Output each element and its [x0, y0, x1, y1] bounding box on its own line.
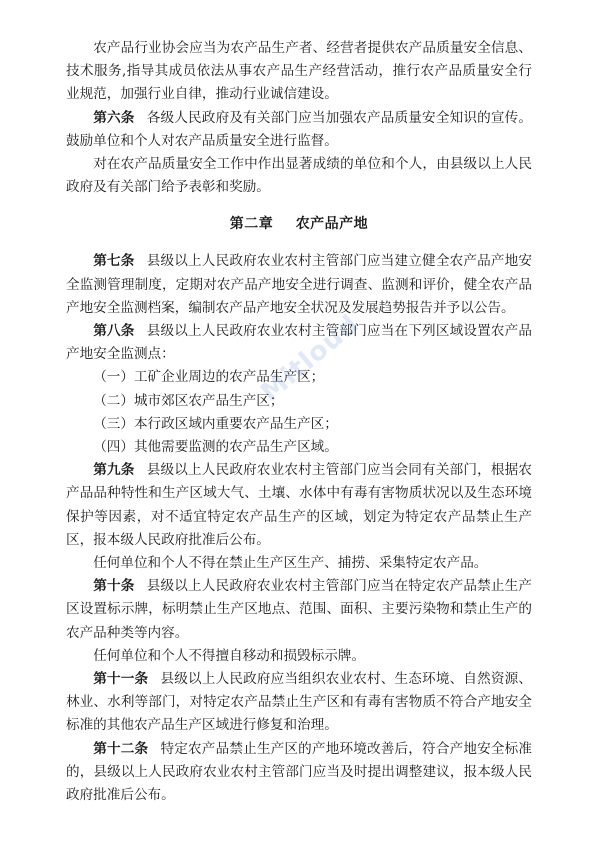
paragraph	[66, 390, 532, 413]
paragraph-text: 对在农产品质量安全工作中作出显著成绩的单位和个人，由县级以上人民政府及有关部门给予表彰和奖励。	[66, 156, 532, 196]
paragraph	[66, 552, 532, 575]
paragraph-text: （二）城市郊区农产品生产区；	[93, 392, 284, 409]
paragraph	[66, 37, 532, 107]
article-number: 第六条	[93, 109, 135, 126]
paragraph-text: 县级以上人民政府农业农村主管部门应当在特定农产品禁止生产区设置标示牌，标明禁止生产区地点、范围、面积、主要污染物和禁止生产的农产品种类等内容。	[66, 578, 533, 641]
section-before	[66, 37, 532, 199]
chapter-title: 农产品产地	[295, 216, 369, 233]
paragraph	[66, 153, 532, 199]
paragraph	[66, 413, 532, 436]
paragraph-text: 县级以上人民政府应当组织农业农村、生态环境、自然资源、林业、水利等部门，对特定农产品禁止生产区和有毒有害物质不符合产地安全标准的其他农产品生产区域进行修复和治理。	[66, 671, 533, 734]
chapter-number: 第二章	[229, 216, 274, 233]
article-paragraph	[66, 738, 532, 808]
article-paragraph	[66, 575, 532, 645]
watermark: Mitloud	[255, 309, 366, 408]
section-after	[66, 250, 532, 807]
article-number: 第十二条	[93, 740, 149, 757]
paragraph-text: （一）工矿企业周边的农产品生产区；	[93, 369, 325, 386]
paragraph-text: 农产品行业协会应当为农产品生产者、经营者提供农产品质量安全信息、技术服务,指导其成员依法从事农产品生产经营活动，推行农产品质量安全行业规范，加强行业自律，推动行业诚信建设。	[66, 40, 532, 103]
paragraph	[66, 645, 532, 668]
document-body	[66, 37, 532, 807]
article-paragraph	[66, 668, 532, 738]
paragraph-text: 县级以上人民政府农业农村主管部门应当在下列区域设置农产品产地安全监测点：	[66, 323, 533, 363]
paragraph-text: 县级以上人民政府农业农村主管部门应当会同有关部门，根据农产品品种特性和生产区域大气、土壤、水体中有毒有害物质状况以及生态环境保护等因素，对不适宜特定农产品生产的区域，划定为特定农产品禁止生产区，报本级人民政府批准后公布。	[66, 462, 533, 548]
article-number: 第十一条	[93, 671, 149, 688]
paragraph-text: 任何单位和个人不得擅自移动和损毁标示牌。	[93, 647, 366, 664]
paragraph-text: （三）本行政区域内重要农产品生产区；	[93, 415, 338, 432]
paragraph-text: 各级人民政府及有关部门应当加强农产品质量安全知识的宣传。鼓励单位和个人对农产品质量安全进行监督。	[66, 109, 533, 149]
paragraph-text: 特定农产品禁止生产区的产地环境改善后，符合产地安全标准的，县级以上人民政府农业农村主管部门应当及时提出调整建议，报本级人民政府批准后公布。	[66, 740, 533, 804]
article-paragraph	[66, 250, 532, 320]
article-paragraph	[66, 320, 532, 366]
article-number: 第七条	[93, 253, 135, 270]
paragraph-text: （四）其他需要监测的农产品生产区域。	[93, 439, 338, 456]
paragraph-text: 县级以上人民政府农业农村主管部门应当建立健全农产品产地安全监测管理制度，定期对农产品产地安全进行调查、监测和评价，健全农产品产地安全监测档案，编制农产品产地安全状况及发展趋势报告并予以公告。	[66, 253, 533, 316]
paragraph	[66, 366, 532, 389]
paragraph	[66, 436, 532, 459]
article-paragraph	[66, 107, 532, 153]
chapter-heading	[66, 199, 532, 250]
article-number: 第八条	[93, 323, 135, 340]
article-number: 第九条	[93, 462, 135, 479]
paragraph-text: 任何单位和个人不得在禁止生产区生产、捕捞、采集特定农产品。	[93, 555, 488, 572]
article-number: 第十条	[93, 578, 135, 595]
article-paragraph	[66, 459, 532, 552]
